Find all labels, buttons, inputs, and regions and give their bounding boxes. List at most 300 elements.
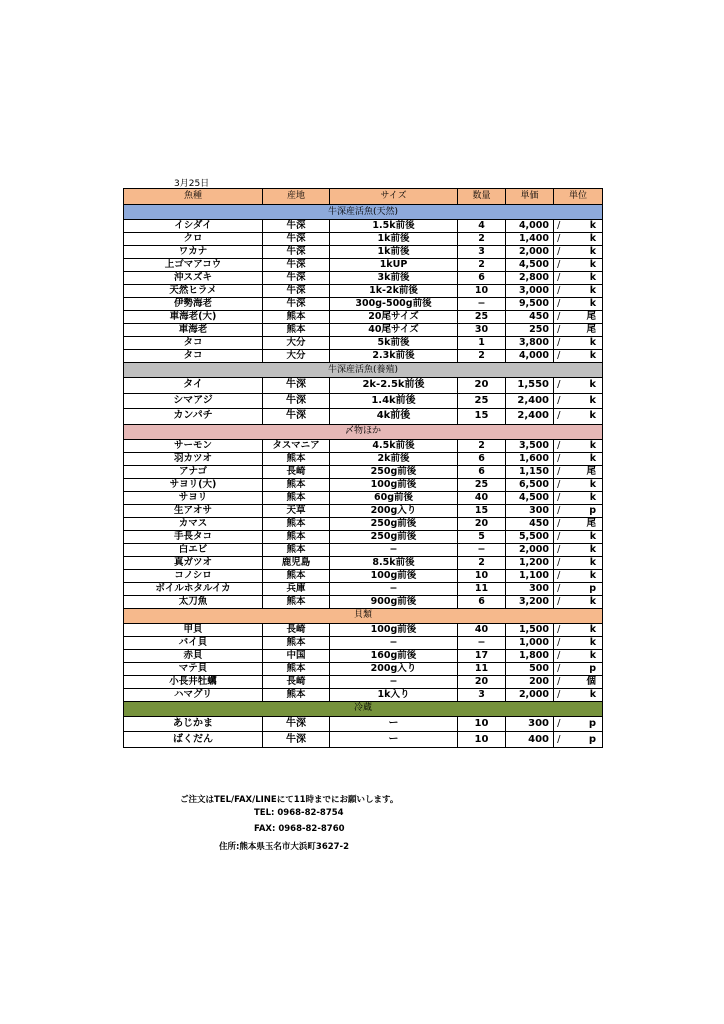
cell-name: ワカナ bbox=[124, 246, 263, 259]
table-row bbox=[124, 595, 603, 608]
per-slash: / bbox=[554, 556, 564, 569]
cell-origin: 牛深 bbox=[263, 220, 330, 233]
cell-size: 1k-2k前後 bbox=[330, 285, 458, 298]
cell-price: 1,100 bbox=[506, 569, 554, 582]
cell-qty: 4 bbox=[458, 220, 506, 233]
cell-name: イシダイ bbox=[124, 220, 263, 233]
cell-name: 沖スズキ bbox=[124, 272, 263, 285]
cell-unit: k bbox=[564, 478, 603, 491]
cell-price: 2,000 bbox=[506, 246, 554, 259]
cell-size: 100g前後 bbox=[330, 478, 458, 491]
cell-price: 4,500 bbox=[506, 259, 554, 272]
cell-name: 甲貝 bbox=[124, 623, 263, 636]
per-slash: / bbox=[554, 595, 564, 608]
cell-unit: k bbox=[564, 439, 603, 452]
cell-qty: 30 bbox=[458, 324, 506, 337]
cell-name: ハマグリ bbox=[124, 688, 263, 701]
section-header-row bbox=[124, 363, 603, 378]
table-row bbox=[124, 491, 603, 504]
cell-size: 4k前後 bbox=[330, 409, 458, 425]
cell-origin: 熊本 bbox=[263, 491, 330, 504]
cell-origin: 牛深 bbox=[263, 259, 330, 272]
table-row bbox=[124, 285, 603, 298]
cell-name: クロ bbox=[124, 233, 263, 246]
cell-name: 白エビ bbox=[124, 543, 263, 556]
per-slash: / bbox=[554, 530, 564, 543]
table-row bbox=[124, 439, 603, 452]
cell-price: 3,500 bbox=[506, 439, 554, 452]
cell-origin: 熊本 bbox=[263, 688, 330, 701]
cell-name: サヨリ bbox=[124, 491, 263, 504]
table-row bbox=[124, 530, 603, 543]
header-qty: 数量 bbox=[458, 189, 506, 205]
cell-price: 1,200 bbox=[506, 556, 554, 569]
cell-price: 2,000 bbox=[506, 688, 554, 701]
cell-size: 250g前後 bbox=[330, 517, 458, 530]
cell-unit: k bbox=[564, 350, 603, 363]
cell-origin: 熊本 bbox=[263, 595, 330, 608]
cell-qty: 25 bbox=[458, 311, 506, 324]
per-slash: / bbox=[554, 246, 564, 259]
cell-qty: 40 bbox=[458, 623, 506, 636]
cell-price: 2,000 bbox=[506, 543, 554, 556]
cell-price: 1,800 bbox=[506, 649, 554, 662]
cell-size: 900g前後 bbox=[330, 595, 458, 608]
cell-name: 生アオサ bbox=[124, 504, 263, 517]
cell-unit: k bbox=[564, 259, 603, 272]
per-slash: / bbox=[554, 688, 564, 701]
per-slash: / bbox=[554, 337, 564, 350]
cell-size: 1kUP bbox=[330, 259, 458, 272]
table-row bbox=[124, 504, 603, 517]
cell-unit: p bbox=[564, 504, 603, 517]
cell-qty: 25 bbox=[458, 478, 506, 491]
table-row bbox=[124, 716, 603, 732]
section-title: 冷蔵 bbox=[124, 701, 603, 716]
cell-qty: 6 bbox=[458, 272, 506, 285]
cell-unit: k bbox=[564, 452, 603, 465]
cell-size: − bbox=[330, 582, 458, 595]
per-slash: / bbox=[554, 378, 564, 394]
cell-price: 1,500 bbox=[506, 623, 554, 636]
cell-size: 1.4k前後 bbox=[330, 393, 458, 409]
cell-unit: k bbox=[564, 298, 603, 311]
price-table bbox=[123, 188, 603, 748]
table-row bbox=[124, 220, 603, 233]
table-row bbox=[124, 517, 603, 530]
cell-price: 450 bbox=[506, 517, 554, 530]
cell-price: 450 bbox=[506, 311, 554, 324]
table-row bbox=[124, 582, 603, 595]
per-slash: / bbox=[554, 350, 564, 363]
cell-size: ー bbox=[330, 716, 458, 732]
cell-origin: 牛深 bbox=[263, 409, 330, 425]
cell-size: − bbox=[330, 543, 458, 556]
cell-origin: 大分 bbox=[263, 337, 330, 350]
cell-origin: タスマニア bbox=[263, 439, 330, 452]
cell-name: 真ガツオ bbox=[124, 556, 263, 569]
per-slash: / bbox=[554, 649, 564, 662]
cell-unit: p bbox=[564, 662, 603, 675]
per-slash: / bbox=[554, 220, 564, 233]
cell-size: 1k入り bbox=[330, 688, 458, 701]
cell-origin: 熊本 bbox=[263, 543, 330, 556]
table-row bbox=[124, 350, 603, 363]
cell-qty: 2 bbox=[458, 439, 506, 452]
cell-qty: 20 bbox=[458, 675, 506, 688]
cell-origin: 牛深 bbox=[263, 233, 330, 246]
cell-size: 1k前後 bbox=[330, 246, 458, 259]
per-slash: / bbox=[554, 504, 564, 517]
per-slash: / bbox=[554, 569, 564, 582]
table-row bbox=[124, 409, 603, 425]
cell-unit: k bbox=[564, 623, 603, 636]
cell-origin: 鹿児島 bbox=[263, 556, 330, 569]
table-row bbox=[124, 378, 603, 394]
cell-origin: 熊本 bbox=[263, 324, 330, 337]
cell-size: 2.3k前後 bbox=[330, 350, 458, 363]
cell-unit: 尾 bbox=[564, 517, 603, 530]
cell-qty: 20 bbox=[458, 378, 506, 394]
cell-price: 1,550 bbox=[506, 378, 554, 394]
cell-qty: 20 bbox=[458, 517, 506, 530]
cell-price: 2,400 bbox=[506, 393, 554, 409]
cell-name: バイ貝 bbox=[124, 636, 263, 649]
cell-size: 160g前後 bbox=[330, 649, 458, 662]
cell-name: 上ゴマアコウ bbox=[124, 259, 263, 272]
table-row bbox=[124, 543, 603, 556]
per-slash: / bbox=[554, 675, 564, 688]
cell-size: 250g前後 bbox=[330, 465, 458, 478]
cell-price: 1,150 bbox=[506, 465, 554, 478]
per-slash: / bbox=[554, 272, 564, 285]
cell-qty: 11 bbox=[458, 582, 506, 595]
section-title: 貝類 bbox=[124, 608, 603, 623]
cell-origin: 長崎 bbox=[263, 675, 330, 688]
cell-name: ばくだん bbox=[124, 732, 263, 748]
per-slash: / bbox=[554, 517, 564, 530]
cell-name: ボイルホタルイカ bbox=[124, 582, 263, 595]
cell-name: アナゴ bbox=[124, 465, 263, 478]
per-slash: / bbox=[554, 716, 564, 732]
header-price: 単価 bbox=[506, 189, 554, 205]
cell-origin: 牛深 bbox=[263, 285, 330, 298]
cell-price: 4,000 bbox=[506, 220, 554, 233]
cell-qty: 15 bbox=[458, 409, 506, 425]
cell-unit: k bbox=[564, 595, 603, 608]
cell-origin: 熊本 bbox=[263, 569, 330, 582]
header-origin: 産地 bbox=[263, 189, 330, 205]
table-row bbox=[124, 393, 603, 409]
cell-origin: 熊本 bbox=[263, 530, 330, 543]
cell-unit: k bbox=[564, 636, 603, 649]
cell-price: 300 bbox=[506, 716, 554, 732]
section-title: 〆物ほか bbox=[124, 424, 603, 439]
cell-price: 3,800 bbox=[506, 337, 554, 350]
table-row bbox=[124, 324, 603, 337]
per-slash: / bbox=[554, 393, 564, 409]
cell-price: 2,800 bbox=[506, 272, 554, 285]
cell-price: 9,500 bbox=[506, 298, 554, 311]
cell-qty: 25 bbox=[458, 393, 506, 409]
table-row bbox=[124, 556, 603, 569]
cell-origin: 熊本 bbox=[263, 662, 330, 675]
cell-price: 500 bbox=[506, 662, 554, 675]
table-row bbox=[124, 311, 603, 324]
fax-number: FAX: 0968-82-8760 bbox=[254, 824, 345, 834]
table-row bbox=[124, 649, 603, 662]
cell-qty: 1 bbox=[458, 337, 506, 350]
cell-unit: k bbox=[564, 233, 603, 246]
header-name: 魚種 bbox=[124, 189, 263, 205]
cell-name: あじかま bbox=[124, 716, 263, 732]
cell-unit: k bbox=[564, 285, 603, 298]
cell-qty: 6 bbox=[458, 452, 506, 465]
cell-qty: 40 bbox=[458, 491, 506, 504]
cell-price: 5,500 bbox=[506, 530, 554, 543]
cell-qty: 10 bbox=[458, 732, 506, 748]
cell-size: − bbox=[330, 636, 458, 649]
cell-name: カンパチ bbox=[124, 409, 263, 425]
cell-size: 40尾サイズ bbox=[330, 324, 458, 337]
table-row bbox=[124, 298, 603, 311]
cell-unit: k bbox=[564, 569, 603, 582]
cell-origin: 熊本 bbox=[263, 478, 330, 491]
cell-unit: k bbox=[564, 543, 603, 556]
cell-unit: k bbox=[564, 649, 603, 662]
order-note: ご注文はTEL/FAX/LINEにて11時までにお願いします。 bbox=[180, 795, 399, 805]
cell-origin: 中国 bbox=[263, 649, 330, 662]
cell-name: 羽カツオ bbox=[124, 452, 263, 465]
cell-size: − bbox=[330, 675, 458, 688]
cell-qty: 17 bbox=[458, 649, 506, 662]
per-slash: / bbox=[554, 233, 564, 246]
tel-number: TEL: 0968-82-8754 bbox=[254, 808, 344, 818]
cell-qty: 3 bbox=[458, 688, 506, 701]
header-size: サイズ bbox=[330, 189, 458, 205]
cell-name: シマアジ bbox=[124, 393, 263, 409]
per-slash: / bbox=[554, 582, 564, 595]
date-label: 3月25日 bbox=[174, 179, 210, 189]
per-slash: / bbox=[554, 732, 564, 748]
table-row bbox=[124, 246, 603, 259]
cell-qty: − bbox=[458, 298, 506, 311]
cell-size: 200g入り bbox=[330, 504, 458, 517]
cell-unit: k bbox=[564, 272, 603, 285]
cell-price: 3,200 bbox=[506, 595, 554, 608]
table-row bbox=[124, 623, 603, 636]
cell-price: 6,500 bbox=[506, 478, 554, 491]
cell-qty: 11 bbox=[458, 662, 506, 675]
table-row bbox=[124, 337, 603, 350]
cell-price: 1,400 bbox=[506, 233, 554, 246]
cell-name: 赤貝 bbox=[124, 649, 263, 662]
per-slash: / bbox=[554, 439, 564, 452]
cell-name: コノシロ bbox=[124, 569, 263, 582]
cell-unit: k bbox=[564, 246, 603, 259]
table-row bbox=[124, 662, 603, 675]
cell-unit: p bbox=[564, 582, 603, 595]
cell-name: サーモン bbox=[124, 439, 263, 452]
cell-name: 太刀魚 bbox=[124, 595, 263, 608]
cell-qty: 3 bbox=[458, 246, 506, 259]
table-row bbox=[124, 272, 603, 285]
cell-size: 250g前後 bbox=[330, 530, 458, 543]
cell-price: 400 bbox=[506, 732, 554, 748]
cell-size: 300g-500g前後 bbox=[330, 298, 458, 311]
cell-unit: k bbox=[564, 556, 603, 569]
cell-price: 3,000 bbox=[506, 285, 554, 298]
cell-unit: k bbox=[564, 688, 603, 701]
per-slash: / bbox=[554, 623, 564, 636]
cell-qty: − bbox=[458, 543, 506, 556]
cell-origin: 天草 bbox=[263, 504, 330, 517]
per-slash: / bbox=[554, 324, 564, 337]
cell-unit: k bbox=[564, 491, 603, 504]
cell-price: 300 bbox=[506, 582, 554, 595]
cell-origin: 牛深 bbox=[263, 732, 330, 748]
cell-size: 100g前後 bbox=[330, 623, 458, 636]
cell-qty: 2 bbox=[458, 233, 506, 246]
cell-unit: k bbox=[564, 530, 603, 543]
cell-unit: k bbox=[564, 393, 603, 409]
cell-qty: 6 bbox=[458, 465, 506, 478]
cell-size: 200g入り bbox=[330, 662, 458, 675]
table-row bbox=[124, 452, 603, 465]
cell-unit: 尾 bbox=[564, 311, 603, 324]
cell-origin: 熊本 bbox=[263, 311, 330, 324]
cell-origin: 熊本 bbox=[263, 452, 330, 465]
cell-price: 1,600 bbox=[506, 452, 554, 465]
cell-price: 4,500 bbox=[506, 491, 554, 504]
section-title: 牛深産活魚(天然) bbox=[124, 205, 603, 220]
cell-unit: k bbox=[564, 220, 603, 233]
cell-size: 100g前後 bbox=[330, 569, 458, 582]
cell-unit: k bbox=[564, 378, 603, 394]
cell-origin: 牛深 bbox=[263, 393, 330, 409]
per-slash: / bbox=[554, 491, 564, 504]
per-slash: / bbox=[554, 662, 564, 675]
cell-price: 4,000 bbox=[506, 350, 554, 363]
cell-name: 車海老(大) bbox=[124, 311, 263, 324]
cell-name: タコ bbox=[124, 337, 263, 350]
per-slash: / bbox=[554, 311, 564, 324]
cell-size: 8.5k前後 bbox=[330, 556, 458, 569]
cell-size: 1k前後 bbox=[330, 233, 458, 246]
per-slash: / bbox=[554, 285, 564, 298]
cell-price: 2,400 bbox=[506, 409, 554, 425]
cell-name: 小長井牡蠣 bbox=[124, 675, 263, 688]
cell-qty: 2 bbox=[458, 350, 506, 363]
cell-name: 車海老 bbox=[124, 324, 263, 337]
cell-name: タコ bbox=[124, 350, 263, 363]
section-header-row bbox=[124, 205, 603, 220]
cell-name: 伊勢海老 bbox=[124, 298, 263, 311]
cell-size: 60g前後 bbox=[330, 491, 458, 504]
per-slash: / bbox=[554, 259, 564, 272]
cell-name: カマス bbox=[124, 517, 263, 530]
table-row bbox=[124, 675, 603, 688]
table-row bbox=[124, 465, 603, 478]
cell-qty: 10 bbox=[458, 285, 506, 298]
cell-qty: 2 bbox=[458, 556, 506, 569]
cell-name: タイ bbox=[124, 378, 263, 394]
cell-origin: 兵庫 bbox=[263, 582, 330, 595]
table-row bbox=[124, 732, 603, 748]
table-row bbox=[124, 233, 603, 246]
cell-price: 300 bbox=[506, 504, 554, 517]
cell-unit: 尾 bbox=[564, 465, 603, 478]
cell-size: 2k-2.5k前後 bbox=[330, 378, 458, 394]
per-slash: / bbox=[554, 636, 564, 649]
table-row bbox=[124, 688, 603, 701]
cell-name: サヨリ(大) bbox=[124, 478, 263, 491]
per-slash: / bbox=[554, 543, 564, 556]
cell-origin: 牛深 bbox=[263, 298, 330, 311]
cell-origin: 熊本 bbox=[263, 517, 330, 530]
per-slash: / bbox=[554, 465, 564, 478]
section-title: 牛深産活魚(養殖) bbox=[124, 363, 603, 378]
cell-price: 1,000 bbox=[506, 636, 554, 649]
cell-name: マテ貝 bbox=[124, 662, 263, 675]
cell-name: 天然ヒラメ bbox=[124, 285, 263, 298]
cell-qty: 15 bbox=[458, 504, 506, 517]
cell-qty: 2 bbox=[458, 259, 506, 272]
cell-qty: 10 bbox=[458, 569, 506, 582]
table-row bbox=[124, 478, 603, 491]
cell-unit: 個 bbox=[564, 675, 603, 688]
section-header-row bbox=[124, 701, 603, 716]
cell-size: 1.5k前後 bbox=[330, 220, 458, 233]
section-header-row bbox=[124, 608, 603, 623]
cell-origin: 牛深 bbox=[263, 272, 330, 285]
cell-unit: k bbox=[564, 337, 603, 350]
cell-name: 手長タコ bbox=[124, 530, 263, 543]
cell-unit: p bbox=[564, 732, 603, 748]
per-slash: / bbox=[554, 452, 564, 465]
cell-origin: 熊本 bbox=[263, 636, 330, 649]
cell-size: 20尾サイズ bbox=[330, 311, 458, 324]
cell-origin: 長崎 bbox=[263, 623, 330, 636]
cell-size: 4.5k前後 bbox=[330, 439, 458, 452]
cell-origin: 牛深 bbox=[263, 716, 330, 732]
section-header-row bbox=[124, 424, 603, 439]
per-slash: / bbox=[554, 298, 564, 311]
cell-unit: k bbox=[564, 409, 603, 425]
cell-size: 5k前後 bbox=[330, 337, 458, 350]
cell-origin: 牛深 bbox=[263, 378, 330, 394]
cell-price: 250 bbox=[506, 324, 554, 337]
table-row bbox=[124, 259, 603, 272]
per-slash: / bbox=[554, 409, 564, 425]
cell-size: 3k前後 bbox=[330, 272, 458, 285]
cell-price: 200 bbox=[506, 675, 554, 688]
header-unit: 単位 bbox=[554, 189, 603, 205]
cell-unit: 尾 bbox=[564, 324, 603, 337]
cell-unit: p bbox=[564, 716, 603, 732]
table-header-row bbox=[124, 189, 603, 205]
cell-qty: 6 bbox=[458, 595, 506, 608]
cell-size: ー bbox=[330, 732, 458, 748]
cell-origin: 牛深 bbox=[263, 246, 330, 259]
cell-qty: − bbox=[458, 636, 506, 649]
per-slash: / bbox=[554, 478, 564, 491]
cell-qty: 10 bbox=[458, 716, 506, 732]
table-row bbox=[124, 569, 603, 582]
table-row bbox=[124, 636, 603, 649]
cell-origin: 大分 bbox=[263, 350, 330, 363]
address: 住所:熊本県玉名市大浜町3627-2 bbox=[219, 842, 349, 852]
